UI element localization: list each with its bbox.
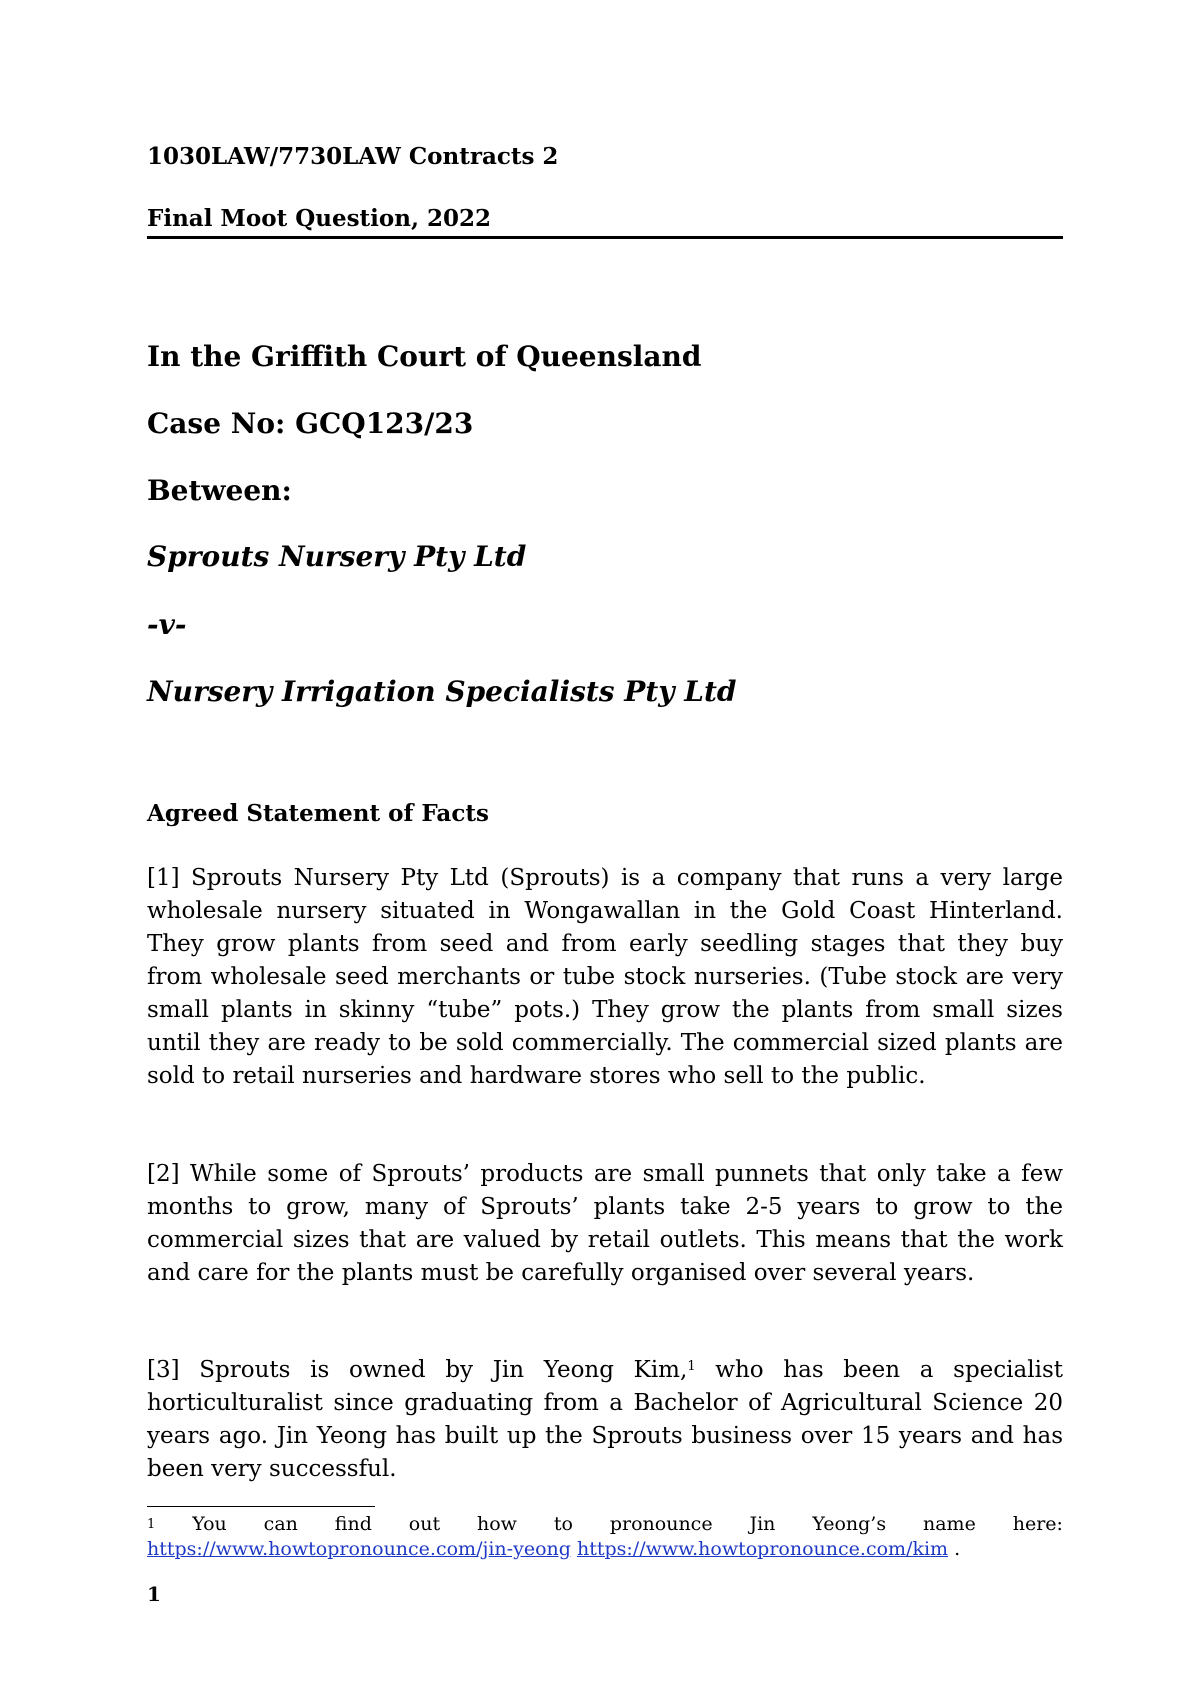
footnote-word: how <box>477 1513 517 1535</box>
paragraph-3-rest: who has been a specialist horticulturalist since graduating from a Bachelor of Agricultural Science 20 years ago. Jin Yeong has built up the Sprouts business over 15 years and has been very successful. <box>147 1357 1063 1482</box>
footnote-end: . <box>948 1538 961 1560</box>
footnote-line-2 <box>147 1537 1063 1562</box>
footnote <box>147 1512 1063 1562</box>
footnote-word: out <box>408 1513 441 1535</box>
footnote-link-kim[interactable]: https://www.howtopronounce.com/kim <box>576 1538 949 1560</box>
court-name: In the Griffith Court of Queensland <box>147 340 702 373</box>
footnote-word: name <box>922 1513 976 1535</box>
footnote-number: 1 <box>147 1517 156 1532</box>
facts-heading: Agreed Statement of Facts <box>147 800 489 827</box>
versus-label: -v- <box>147 608 187 641</box>
footnote-word: You <box>192 1513 227 1535</box>
between-label: Between: <box>147 474 292 507</box>
footnote-word: find <box>334 1513 372 1535</box>
paragraph-1: [1] Sprouts Nursery Pty Ltd (Sprouts) is a company that runs a very large wholesale nursery situated in Wongawallan in the Gold Coast Hinterland. They grow plants from seed and from early seedling stages that they buy from wholesale seed merchants or tube stock nurseries. (Tube stock are very small plants in skinny “tube” pots.) They grow the plants from small sizes until they are ready to be sold commercially. The commercial sized plants are sold to retail nurseries and hardware stores who sell to the public. <box>147 865 1063 1089</box>
footnote-word: Jin <box>749 1513 776 1535</box>
paragraph-3 <box>147 1354 1063 1486</box>
footnote-word: here: <box>1012 1513 1063 1535</box>
footnote-word: pronounce <box>609 1513 713 1535</box>
footnote-link-jin-yeong[interactable]: https://www.howtopronounce.com/jin-yeong <box>147 1538 571 1560</box>
footnote-word: Yeong’s <box>812 1513 887 1535</box>
paragraph-2: [2] While some of Sprouts’ products are small punnets that only take a few months to grow, many of Sprouts’ plants take 2-5 years to grow to the commercial sizes that are valued by retail outlets. This means that the work and care for the plants must be carefully organised over several years. <box>147 1161 1063 1286</box>
course-title: 1030LAW/7730LAW Contracts 2 <box>147 143 559 170</box>
footnote-separator <box>147 1506 375 1507</box>
footnote-word: to <box>553 1513 573 1535</box>
plaintiff-name: Sprouts Nursery Pty Ltd <box>147 540 527 573</box>
footnote-reference[interactable]: 1 <box>687 1359 696 1374</box>
defendant-name: Nursery Irrigation Specialists Pty Ltd <box>147 675 737 708</box>
footnote-word: can <box>263 1513 298 1535</box>
footnote-line-1 <box>147 1512 1063 1537</box>
case-number: Case No: GCQ123/23 <box>147 407 474 440</box>
title-rule <box>147 236 1063 239</box>
moot-title: Final Moot Question, 2022 <box>147 205 492 232</box>
paragraph-3-start: [3] Sprouts is owned by Jin Yeong Kim, <box>147 1357 688 1383</box>
page-number: 1 <box>147 1582 161 1606</box>
